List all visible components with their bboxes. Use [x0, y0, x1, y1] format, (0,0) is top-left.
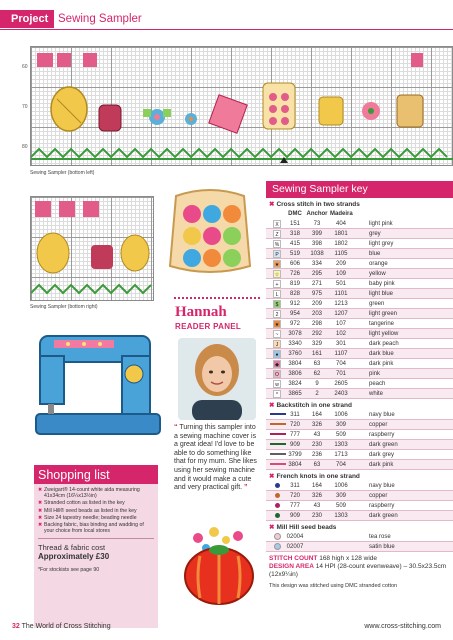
stitch-symbol-icon: ● [273, 350, 281, 358]
cost-value: Approximately £30 [38, 552, 110, 562]
shopping-list-title: Shopping list [34, 465, 158, 484]
dmc-code: 909 [289, 442, 300, 448]
shopping-divider [38, 538, 154, 539]
madeira-code: 704 [335, 361, 346, 367]
anchor-code: 399 [311, 231, 322, 237]
anchor-code: 209 [311, 301, 322, 307]
key-symbol-cell [270, 430, 284, 440]
row-label-60: 60 [22, 64, 28, 70]
colour-name: blue [369, 251, 381, 257]
small-yellow-button-2 [121, 235, 149, 271]
anchor-code: 161 [311, 351, 322, 357]
french-knots-heading [266, 470, 453, 481]
colour-name: light grey [369, 241, 394, 247]
bead-icon [274, 543, 281, 550]
madeira-code: 1303 [334, 513, 348, 519]
dmc-code: 3865 [288, 391, 302, 397]
stitch-symbol-icon: % [274, 242, 280, 248]
key-symbol-cell [270, 491, 284, 501]
design-area-label: DESIGN AREA [269, 563, 314, 570]
stitch-stats [266, 552, 453, 579]
key-row [266, 379, 453, 389]
bead-icon [274, 533, 281, 540]
anchor-code: 9 [315, 381, 319, 387]
row-label-80: 80 [22, 144, 28, 150]
key-row [266, 481, 453, 491]
reader-name: Hannah [175, 304, 227, 320]
anchor-code: 230 [311, 442, 322, 448]
french-knot-icon [275, 493, 280, 498]
madeira-code: 209 [335, 261, 346, 267]
anchor-code: 295 [311, 271, 322, 277]
section-tag: Project [0, 10, 54, 28]
dmc-code: 311 [290, 412, 300, 418]
thread-motif [319, 97, 343, 125]
col-anchor: Anchor [306, 211, 328, 217]
backstitch-line-icon [270, 463, 286, 465]
small-bobbin [91, 245, 113, 269]
shopping-item: ✖ Mill Hill® seed beads as listed in the key [38, 508, 154, 514]
key-row [266, 460, 453, 470]
madeira-code: 509 [335, 432, 346, 438]
colour-name: dark grey [369, 452, 395, 458]
row-label-70: 70 [22, 104, 28, 110]
colour-name: light pink [369, 221, 393, 227]
bead-name: tea rose [369, 534, 391, 540]
backstitch-line-icon [270, 453, 286, 455]
design-area-line [269, 563, 453, 579]
key-row [266, 309, 453, 319]
colour-name: raspberry [369, 503, 395, 509]
dmc-code: 3799 [288, 452, 302, 458]
stitch-symbol-icon: O [273, 370, 281, 378]
key-row [266, 219, 453, 229]
key-row [266, 329, 453, 339]
dmc-code: 954 [289, 311, 300, 317]
stitch-symbol-icon: ★ [274, 322, 280, 328]
key-row [266, 299, 453, 309]
key-row [266, 319, 453, 329]
colour-name: dark green [369, 513, 398, 519]
key-symbol-cell [270, 481, 284, 491]
dmc-code: 3340 [288, 341, 302, 347]
stitch-count-value: 168 high x 128 wide [319, 555, 378, 562]
cross-stitch-rows [266, 219, 453, 399]
dmc-code: 151 [289, 221, 300, 227]
anchor-code: 298 [311, 321, 322, 327]
beads-heading [266, 521, 453, 532]
dmc-code: 720 [289, 422, 300, 428]
key-row [266, 229, 453, 239]
stitch-symbol-icon: + [273, 280, 281, 288]
beads-title: Mill Hill seed beads [276, 524, 337, 531]
dmc-code: 777 [289, 503, 300, 509]
colour-name: dark green [369, 442, 398, 448]
dmc-note: This design was stitched using DMC stranded cotton [269, 583, 398, 589]
header-rule [0, 29, 453, 30]
madeira-code: 1213 [334, 301, 348, 307]
dmc-code: 3078 [288, 331, 302, 337]
french-knot-icon [275, 513, 280, 518]
key-symbol-cell [270, 389, 284, 400]
dmc-code: 909 [289, 513, 300, 519]
dmc-code: 912 [289, 301, 300, 307]
dmc-code: 519 [289, 251, 300, 257]
reader-quote [174, 424, 260, 493]
colour-name: white [369, 391, 384, 397]
anchor-code: 62 [313, 371, 321, 377]
key-symbol-cell [270, 532, 284, 542]
dmc-code: 3806 [288, 371, 302, 377]
key-row [266, 249, 453, 259]
open-quote-icon: “ [174, 424, 178, 431]
colour-name: dark blue [369, 351, 394, 357]
anchor-code: 43 [313, 503, 321, 509]
madeira-code: 404 [335, 221, 346, 227]
madeira-code: 1303 [334, 442, 348, 448]
dmc-code: 318 [289, 231, 300, 237]
madeira-code: 1105 [334, 251, 348, 257]
chart-small-motifs [31, 197, 155, 302]
colour-name: orange [369, 261, 388, 267]
dmc-code: 3804 [288, 462, 302, 468]
stitch-symbol-icon: J [273, 340, 281, 348]
pink-cross-border [37, 53, 423, 67]
colour-name: navy blue [369, 483, 395, 489]
dmc-code: 3760 [288, 351, 302, 357]
madeira-code: 107 [335, 321, 346, 327]
key-row [266, 259, 453, 269]
close-quote-icon: ” [244, 484, 248, 492]
shopping-item: ✖ Zweigart® 14-count white aida measuring 41x34cm (16¼x13½in) [38, 487, 154, 499]
stitch-symbol-icon: ★ [274, 262, 280, 268]
colour-name: navy blue [369, 412, 395, 418]
stitch-count-label: STITCH COUNT [269, 555, 318, 562]
anchor-code: 1038 [310, 251, 324, 257]
key-row [266, 542, 453, 552]
colour-name: baby pink [369, 281, 395, 287]
pincushion-motif [209, 95, 247, 133]
anchor-code: 334 [311, 261, 322, 267]
anchor-code: 326 [311, 493, 322, 499]
anchor-code: 975 [311, 291, 322, 297]
magazine-name: The World of Cross Stitching [21, 623, 111, 630]
key-column-headers [266, 209, 453, 219]
french-bullet-icon: ✖ [269, 473, 275, 480]
col-madeira: Madeira [330, 211, 353, 217]
anchor-code: 203 [311, 311, 322, 317]
colour-name: grey [369, 231, 381, 237]
backstitch-heading [266, 399, 453, 410]
backstitch-line-icon [270, 423, 286, 425]
dmc-code: 720 [289, 493, 300, 499]
colour-name: peach [369, 381, 386, 387]
bead-rows [266, 532, 453, 552]
colour-name: green [369, 301, 385, 307]
anchor-code: 230 [311, 513, 322, 519]
stitch-symbol-icon: X [273, 220, 281, 228]
key-symbol-cell [270, 501, 284, 511]
anchor-code: 329 [311, 341, 322, 347]
french-knot-rows [266, 481, 453, 521]
colour-name: light green [369, 311, 398, 317]
key-row [266, 289, 453, 299]
colour-name: copper [369, 422, 388, 428]
dmc-code: 726 [289, 271, 300, 277]
dmc-code: 606 [289, 261, 300, 267]
colour-name: dark peach [369, 341, 399, 347]
spool-motif [397, 95, 423, 127]
anchor-code: 73 [313, 221, 321, 227]
madeira-code: 1802 [334, 241, 348, 247]
madeira-code: 102 [335, 331, 346, 337]
stitch-symbol-icon: 2 [273, 310, 281, 318]
french-knots-title: French knots in one strand [276, 473, 360, 480]
design-area-value: 14 HPI (28-count evenweave) – 30.5x23.5cm (12x9¼in) [269, 563, 447, 578]
small-yellow-button [37, 233, 69, 273]
key-row [266, 279, 453, 289]
key-row [266, 420, 453, 430]
key-row [266, 450, 453, 460]
dmc-code: 819 [289, 281, 300, 287]
madeira-code: 309 [335, 493, 346, 499]
madeira-code: 1107 [334, 351, 348, 357]
chart-bottom-left [30, 46, 453, 166]
backstitch-rows [266, 410, 453, 470]
dmc-code: 828 [289, 291, 300, 297]
small-flower-motif [185, 113, 197, 125]
french-knot-icon [275, 503, 280, 508]
madeira-code: 109 [335, 271, 346, 277]
madeira-code: 1713 [334, 452, 348, 458]
colour-name: copper [369, 493, 388, 499]
site-url: www.cross-stitching.com [364, 623, 441, 630]
reader-panel-label: READER PANEL [175, 322, 242, 331]
key-symbol-cell [270, 542, 284, 552]
blue-flower-motif [143, 109, 171, 125]
reader-portrait [178, 338, 256, 420]
chart-motifs [31, 47, 453, 167]
button-card-stitched [162, 186, 258, 280]
yellow-button-motif [51, 87, 87, 131]
key-title: Sewing Sampler key [266, 181, 453, 198]
dmc-code: 311 [290, 483, 300, 489]
stitch-symbol-icon: P [273, 250, 281, 258]
key-row [266, 239, 453, 249]
colour-name: light blue [369, 291, 394, 297]
colour-name: tangerine [369, 321, 395, 327]
cross-stitch-heading [266, 198, 453, 209]
madeira-code: 701 [335, 371, 346, 377]
col-dmc: DMC [288, 211, 302, 217]
backstitch-line-icon [270, 433, 286, 435]
avatar [178, 338, 256, 420]
sewing-machine-stitched [34, 322, 162, 452]
key-row [266, 491, 453, 501]
madeira-code: 2403 [334, 391, 348, 397]
madeira-code: 309 [335, 422, 346, 428]
stitch-key [266, 181, 453, 589]
key-row [266, 532, 453, 542]
shopping-list-panel [34, 465, 158, 628]
anchor-code: 326 [311, 422, 322, 428]
colour-name: dark pink [369, 462, 394, 468]
key-row [266, 511, 453, 521]
stitch-symbol-icon: w [273, 380, 281, 388]
backstitch-bullet-icon: ✖ [269, 402, 275, 409]
cross-bullet-icon: ✖ [269, 201, 275, 208]
madeira-code: 301 [335, 341, 346, 347]
shopping-item: ✖ Backing fabric, bias binding and wadding of your choice from local stores [38, 522, 154, 534]
colour-name: raspberry [369, 432, 395, 438]
green-zigzag [31, 149, 447, 157]
anchor-code: 164 [311, 412, 322, 418]
bead-code: 02007 [286, 544, 304, 550]
key-row [266, 269, 453, 279]
key-row [266, 389, 453, 399]
madeira-code: 2605 [334, 381, 348, 387]
page-number: 32 [12, 623, 20, 630]
colour-name: pink [369, 371, 381, 377]
anchor-code: 236 [311, 452, 322, 458]
madeira-code: 501 [335, 281, 346, 287]
shopping-item: ✖ Size 24 tapestry needle; beading needle [38, 515, 154, 521]
stitch-symbol-icon: ☆ [274, 272, 280, 278]
key-symbol-cell [270, 460, 284, 470]
stitch-symbol-icon: ~ [273, 330, 281, 338]
pincushion-stitched [180, 526, 258, 612]
madeira-code: 509 [335, 503, 346, 509]
chart-bottom-right [30, 196, 154, 301]
key-symbol-cell [270, 450, 284, 460]
page-header [0, 0, 453, 30]
dmc-code: 777 [289, 432, 300, 438]
page-title: Sewing Sampler [58, 13, 142, 25]
madeira-code: 1801 [334, 231, 348, 237]
backstitch-line-icon [270, 443, 286, 445]
key-row [266, 339, 453, 349]
key-row [266, 501, 453, 511]
madeira-code: 1006 [334, 483, 348, 489]
anchor-code: 63 [313, 361, 321, 367]
bead-name: satin blue [369, 544, 395, 550]
madeira-code: 704 [335, 462, 346, 468]
madeira-code: 1101 [334, 291, 348, 297]
bead-code: 02004 [286, 534, 304, 540]
key-row [266, 369, 453, 379]
reader-quote-text: Turning this sampler into a sewing machine cover is a great idea! I'd love to be able to do something like that for my mum. She likes using her sewing machine and it would make a cute and very practical gift. [174, 424, 257, 492]
stitch-symbol-icon: ^ [273, 390, 281, 398]
madeira-code: 1207 [334, 311, 348, 317]
anchor-code: 271 [311, 281, 322, 287]
shopping-item: ✖ Stranded cotton as listed in the key [38, 500, 154, 506]
dmc-code: 972 [289, 321, 300, 327]
colour-name: light yellow [369, 331, 399, 337]
anchor-code: 63 [313, 462, 321, 468]
anchor-code: 164 [311, 483, 322, 489]
backstitch-line-icon [270, 413, 286, 415]
stitch-symbol-icon: L [273, 290, 281, 298]
button-card-motif [263, 83, 295, 129]
backstitch-title: Backstitch in one strand [276, 402, 352, 409]
key-symbol-cell [270, 420, 284, 430]
cross-stitch-title: Cross stitch in two strands [276, 201, 360, 208]
key-symbol-cell [270, 511, 284, 521]
key-symbol-cell [270, 410, 284, 420]
stockists-note: *For stockists see page 90 [38, 567, 100, 574]
stitch-symbol-icon: $ [273, 300, 281, 308]
dmc-code: 3804 [288, 361, 302, 367]
bobbin-motif [99, 105, 121, 131]
madeira-code: 1006 [334, 412, 348, 418]
key-symbol-cell [270, 440, 284, 450]
colour-name: yellow [369, 271, 386, 277]
key-row [266, 430, 453, 440]
dmc-code: 415 [289, 241, 300, 247]
french-knot-icon [275, 483, 280, 488]
chart-top-caption: Sewing Sampler (bottom left) [30, 170, 95, 176]
key-row [266, 349, 453, 359]
anchor-code: 43 [313, 432, 321, 438]
anchor-code: 292 [311, 331, 322, 337]
stitch-symbol-icon: Z [273, 230, 281, 238]
key-row [266, 440, 453, 450]
colour-name: dark pink [369, 361, 394, 367]
thread-fabric-cost-label: Thread & fabric cost [38, 543, 106, 553]
page-footer-left [12, 623, 111, 630]
chart-small-caption: Sewing Sampler (bottom right) [30, 304, 98, 310]
reader-panel-rule [174, 297, 260, 299]
shopping-items [34, 484, 158, 534]
key-row [266, 359, 453, 369]
anchor-code: 2 [315, 391, 319, 397]
beads-bullet-icon: ✖ [269, 524, 275, 531]
key-row [266, 410, 453, 420]
dmc-code: 3824 [288, 381, 302, 387]
stitch-count-line [269, 555, 453, 563]
anchor-code: 398 [311, 241, 322, 247]
stitch-symbol-icon: ◆ [273, 360, 281, 368]
